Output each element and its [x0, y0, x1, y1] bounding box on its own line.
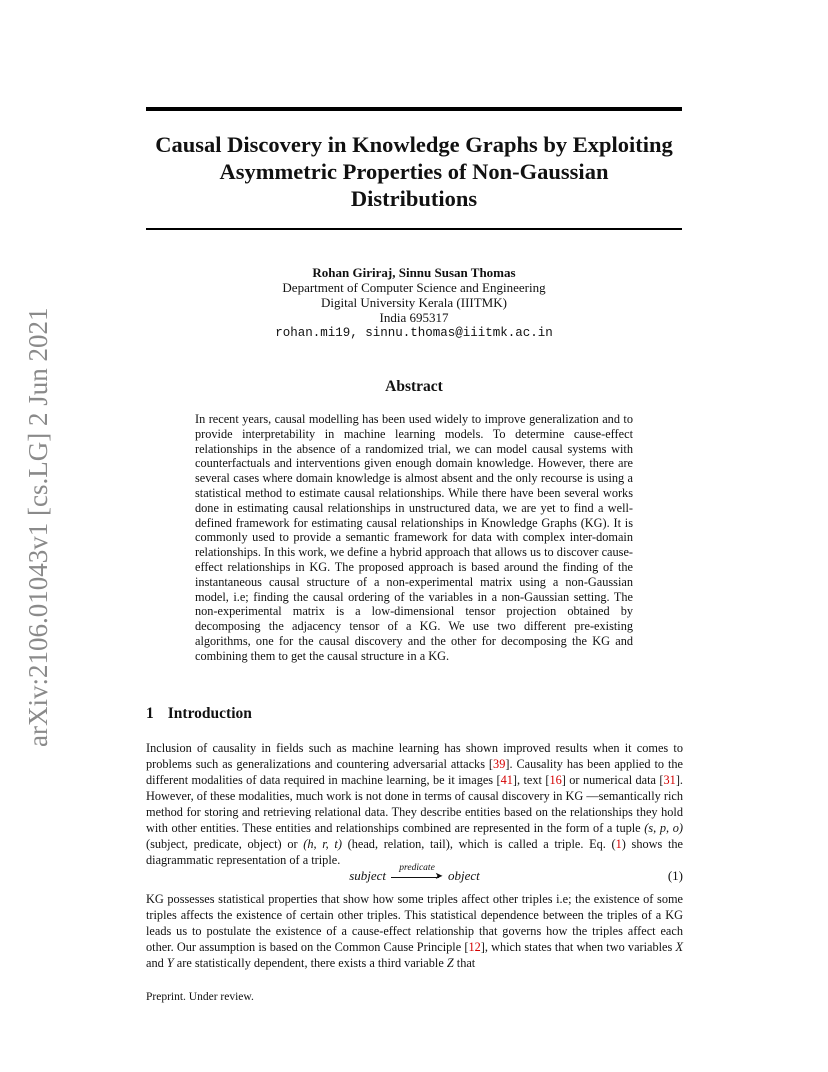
author-department: Department of Computer Science and Engineering [282, 280, 546, 295]
equation-body [146, 862, 683, 884]
text-run: are statistically dependent, there exists a third variable [173, 956, 447, 970]
citation-link[interactable]: 12 [468, 940, 481, 954]
title-line-1: Causal Discovery in Knowledge Graphs by Exploiting [155, 132, 673, 157]
equation-1 [146, 864, 683, 886]
text-run: ] or numerical data [ [561, 773, 664, 787]
title-line-3: Distributions [350, 186, 478, 211]
citation-link[interactable]: 39 [493, 757, 506, 771]
text-run: ) shows the diagrammatic representation of a triple. [146, 837, 683, 867]
title-top-rule [146, 107, 682, 111]
author-location: India 695317 [379, 310, 449, 325]
right-arrow-icon: predicate ➤ [391, 877, 443, 878]
text-run: ]. Causality has been applied to the different modalities of data required in machine learning, be it images [ [146, 757, 684, 787]
title-bottom-rule [146, 228, 682, 230]
equation-number: (1) [667, 868, 683, 883]
section-number: 1 [146, 705, 154, 722]
text-run: and [146, 956, 167, 970]
text-run: Inclusion of causality in fields such as machine learning has shown improved results when it comes to problems such as generalizations and countering adversarial attacks [ [146, 741, 683, 771]
abstract-text: In recent years, causal modelling has been used widely to improve generalization and to provide interpretability in machine learning models. To determine cause-effect relationships in the absence of a randomized trial, we can model causal systems with counterfactuals and interventions given enough domain knowledge. However, there are several cases where domain knowledge is almost absent and the only recourse is using a statistical method to estimate causal relationships. While there have been several works done in estimating causal relationships in unstructured data, we are yet to find a well-defined framework for estimating causal relationships in Knowledge Graphs (KG). It is commonly used to provide a semantic framework for data with complex inter-domain relationships. In this work, we define a hybrid approach that allows us to discover cause-effect relationships in KG. The proposed approach is based around the finding of the instantaneous causal structure of a non-experimental matrix using a non-Gaussian model, i.e; finding the causal ordering of the variables in a non-Gaussian setting. The non-experimental matrix is a low-dimensional tensor projection obtained by decomposing the adjacency tensor of a KG. We use two different pre-existing algorithms, one for the causal discovery and the other for decomposing the KG and combining them to get the causal structure in a KG. [195, 412, 633, 663]
equation-object: object [448, 868, 480, 883]
author-block [146, 265, 682, 341]
author-emails: rohan.mi19, sinnu.thomas@iiitmk.ac.in [275, 326, 553, 340]
equation-reference-link[interactable]: 1 [615, 837, 622, 851]
author-university: Digital University Kerala (IIITMK) [321, 295, 507, 310]
equation-subject: subject [349, 868, 387, 883]
paper-title [146, 131, 682, 212]
math-var-z: Z [446, 956, 454, 970]
title-line-2: Asymmetric Properties of Non-Gaussian [219, 159, 609, 184]
text-run: KG possesses statistical properties that show how some triples affect other triples i.e; the existence of some triples affects the existence of certain other triples. This statistical dependence between the triples of a KG leads us to postulate the existence of a cause-effect relationship that governs how the triples affect each other. Our assumption is based on the Common Cause Principle [ [146, 892, 683, 954]
equation-predicate: predicate [399, 862, 435, 873]
citation-link[interactable]: 31 [663, 773, 676, 787]
text-run: ], text [ [512, 773, 550, 787]
text-run: (head, relation, tail), which is called a triple. Eq. ( [341, 837, 616, 851]
text-run: (subject, predicate, object) or [146, 837, 304, 851]
text-run: that [453, 956, 476, 970]
citation-link[interactable]: 41 [500, 773, 513, 787]
text-run: ], which states that when two variables [480, 940, 676, 954]
intro-paragraph-2 [146, 891, 683, 971]
math-var-x: X [675, 940, 683, 954]
section-heading-introduction [146, 705, 252, 723]
intro-paragraph-1 [146, 740, 683, 868]
text-run: ]. However, of these modalities, much work is not done in terms of causal discovery in KG —semantically rich method for storing and retrieving relational data. They describe entities based on the relationships they hold with other entities. These entities and relationships combined are represented in the form of a tuple [146, 773, 683, 835]
math-var-y: Y [166, 956, 174, 970]
author-names: Rohan Giriraj, Sinnu Susan Thomas [312, 265, 516, 280]
section-title: Introduction [167, 705, 252, 722]
math-tuple-spo: (s, p, o) [644, 821, 683, 835]
math-tuple-hrt: (h, r, t) [303, 837, 342, 851]
abstract-heading: Abstract [385, 378, 443, 395]
arxiv-identifier-stamp: arXiv:2106.01043v1 [cs.LG] 2 Jun 2021 [23, 307, 53, 747]
footer-note: Preprint. Under review. [146, 991, 254, 1003]
citation-link[interactable]: 16 [549, 773, 562, 787]
